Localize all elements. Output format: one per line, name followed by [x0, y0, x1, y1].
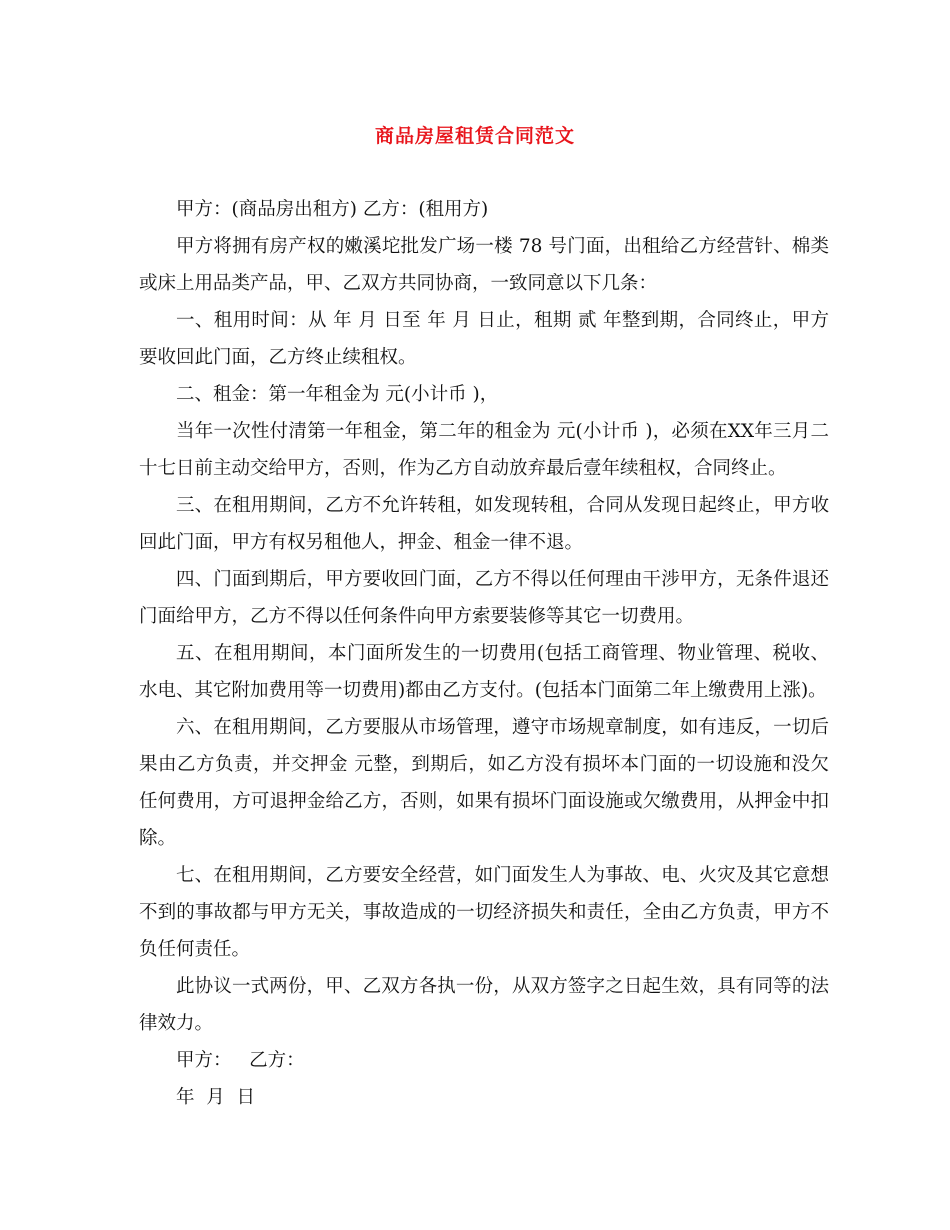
closing-paragraph: 此协议一式两份，甲、乙双方各执一份，从双方签字之日起生效，具有同等的法律效力。 — [139, 976, 829, 1034]
date-line: 年 月 日 — [176, 1087, 256, 1108]
signature-line: 甲方： 乙方： — [176, 1050, 305, 1071]
intro-paragraph: 甲方将拥有房产权的嫩溪坨批发广场一楼 78 号门面，出租给乙方经营针、棉类或床上用品类产品，甲、乙双方共同协商，一致同意以下几条： — [139, 236, 829, 294]
clause-2-rent: 二、租金：第一年租金为 元(小计币 )， — [176, 384, 499, 405]
clause-3-sublet: 三、在租用期间，乙方不允许转租，如发现转租，合同从发现日起终止，甲方收回此门面，甲方有权另租他人，押金、租金一律不退。 — [139, 495, 829, 553]
parties-line: 甲方：(商品房出租方) 乙方：(租用方) — [176, 199, 489, 220]
clause-5-fees: 五、在租用期间，本门面所发生的一切费用(包括工商管理、物业管理、税收、水电、其它附加费用等一切费用)都由乙方支付。(包括本门面第二年上缴费用上涨)。 — [139, 643, 829, 701]
document-body — [139, 191, 829, 1116]
clause-2-payment: 当年一次性付清第一年租金，第二年的租金为 元(小计币 )，必须在XX年三月二十七日前主动交给甲方，否则，作为乙方自动放弃最后壹年续租权，合同终止。 — [139, 421, 829, 479]
document-title: 商品房屋租赁合同范文 — [374, 125, 575, 147]
clause-4-expiry: 四、门面到期后，甲方要收回门面，乙方不得以任何理由干涉甲方，无条件退还门面给甲方，乙方不得以任何条件向甲方索要装修等其它一切费用。 — [139, 569, 829, 627]
clause-7-safety: 七、在租用期间，乙方要安全经营，如门面发生人为事故、电、火灾及其它意想不到的事故都与甲方无关，事故造成的一切经济损失和责任，全由乙方负责，甲方不负任何责任。 — [139, 865, 829, 960]
clause-1-term: 一、租用时间：从 年 月 日至 年 月 日止，租期 贰 年整到期，合同终止，甲方要收回此门面，乙方终止续租权。 — [139, 310, 829, 368]
clause-6-management: 六、在租用期间，乙方要服从市场管理，遵守市场规章制度，如有违反，一切后果由乙方负责，并交押金 元整，到期后，如乙方没有损坏本门面的一切设施和没欠任何费用，方可退押金给乙方，否则，如果有损坏门面设施或欠缴费用，从押金中扣除。 — [139, 717, 829, 849]
